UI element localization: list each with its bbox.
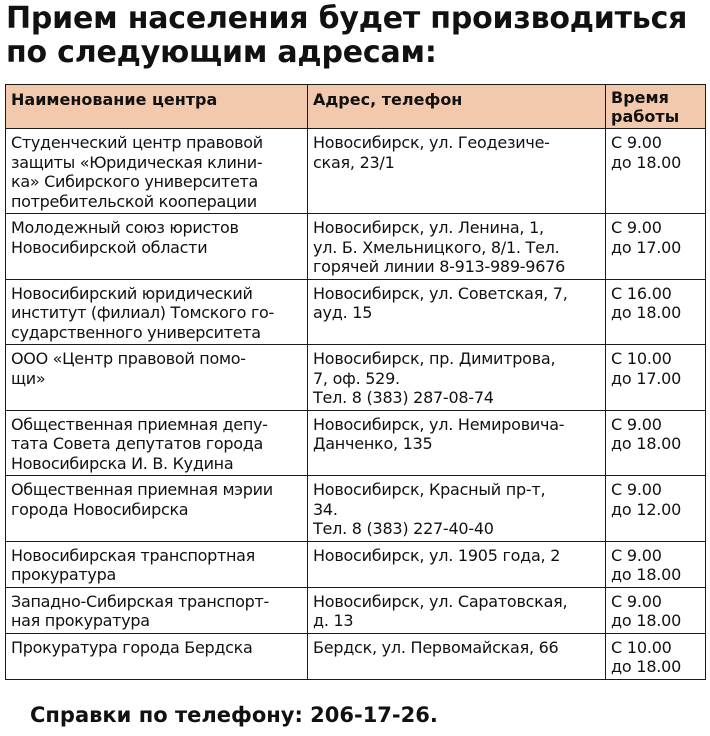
center-address-line: Новосибирск, ул. Геодезиче-	[313, 133, 550, 152]
center-name-line: Студенческий центр правовой	[11, 133, 263, 152]
table-row	[6, 476, 706, 542]
center-name-cell	[6, 541, 308, 587]
working-hours-cell	[606, 541, 706, 587]
working-hours-line: С 10.00	[611, 637, 672, 657]
working-hours-cell	[606, 587, 706, 633]
center-address-line: 7, оф. 529.	[313, 368, 400, 388]
center-name-cell	[6, 279, 308, 345]
center-name-line: Молодежный союз юристов	[11, 218, 239, 237]
working-hours-line: С 16.00	[611, 283, 672, 303]
center-address-cell	[308, 587, 606, 633]
working-hours-line: С 9.00	[611, 218, 662, 237]
table-row	[6, 633, 706, 679]
working-hours-line: до 17.00	[611, 368, 682, 388]
working-hours-cell	[606, 345, 706, 411]
working-hours-line: до 17.00	[611, 237, 682, 257]
center-name-line: потребительской кооперации	[11, 191, 257, 211]
center-address-line: ул. Б. Хмельницкого, 8/1. Тел.	[313, 237, 560, 257]
center-name-line: тата Совета депутатов города	[11, 434, 263, 453]
center-name-line: прокуратура	[11, 565, 116, 584]
center-address-cell	[308, 214, 606, 280]
centers-table	[5, 84, 706, 680]
reference-phone-note: Справки по телефону: 206-17-26.	[30, 703, 438, 727]
center-address-line: ауд. 15	[313, 303, 373, 322]
center-address-line: Тел. 8 (383) 227-40-40	[313, 519, 494, 538]
center-name-cell	[6, 214, 308, 280]
center-name-line: сударственного университета	[11, 322, 261, 342]
center-address-line: д. 13	[313, 611, 354, 630]
table-row	[6, 345, 706, 411]
center-address-cell	[308, 633, 606, 679]
working-hours-line: С 9.00	[611, 414, 662, 434]
center-address-line: Новосибирск, пр. Димитрова,	[313, 349, 556, 368]
center-name-line: ООО «Центр правовой помо-	[11, 349, 246, 368]
center-name-line: Прокуратура города Бердска	[11, 637, 253, 657]
table-body	[6, 129, 706, 680]
working-hours-cell	[606, 279, 706, 345]
center-name-line: города Новосибирска	[11, 499, 189, 519]
center-address-line: Бердск, ул. Первомайская, 66	[313, 637, 559, 657]
center-address-line: ская, 23/1	[313, 152, 395, 172]
working-hours-line: С 10.00	[611, 349, 672, 368]
center-name-cell	[6, 345, 308, 411]
page-title-line-2: по следующим адресам:	[6, 35, 437, 70]
working-hours-line: до 18.00	[611, 152, 682, 172]
working-hours-line: до 12.00	[611, 499, 682, 519]
center-name-line: Новосибирская транспортная	[11, 545, 255, 565]
center-name-line: Новосибирский юридический	[11, 283, 253, 303]
working-hours-line: до 18.00	[611, 434, 682, 453]
center-address-line: Новосибирск, ул. Саратовская,	[313, 591, 568, 611]
center-name-line: институт (филиал) Томского го-	[11, 303, 275, 322]
table-row	[6, 587, 706, 633]
center-name-line: щи»	[11, 368, 46, 388]
center-address-line: Новосибирск, ул. 1905 года, 2	[313, 545, 561, 565]
center-name-cell	[6, 633, 308, 679]
working-hours-line: до 18.00	[611, 611, 682, 630]
center-address-cell	[308, 345, 606, 411]
column-header-time-line-2: работы	[611, 107, 680, 126]
table-header-row	[6, 85, 706, 129]
table-row	[6, 214, 706, 280]
center-name-line: Общественная приемная депу-	[11, 414, 268, 434]
center-address-line: 34.	[313, 499, 338, 519]
page-title-line-1: Прием населения будет производиться	[6, 1, 688, 36]
column-header-time	[606, 85, 706, 129]
working-hours-cell	[606, 214, 706, 280]
center-address-line: Тел. 8 (383) 287-08-74	[313, 388, 494, 407]
working-hours-line: С 9.00	[611, 480, 662, 499]
center-name-line: Общественная приемная мэрии	[11, 480, 273, 499]
center-address-line: Новосибирск, ул. Ленина, 1,	[313, 218, 544, 237]
page-title	[6, 2, 706, 70]
center-name-line: ка» Сибирского университета	[11, 172, 259, 191]
center-name-cell	[6, 129, 308, 214]
working-hours-line: С 9.00	[611, 545, 662, 565]
center-name-line: Новосибирска И. В. Кудина	[11, 453, 234, 473]
center-name-cell	[6, 410, 308, 476]
center-address-cell	[308, 476, 606, 542]
center-address-cell	[308, 129, 606, 214]
center-address-line: Новосибирск, ул. Немировича-	[313, 414, 565, 434]
column-header-time-line-1: Время	[611, 88, 669, 107]
center-name-line: Западно-Сибирская транспорт-	[11, 591, 270, 611]
table-row	[6, 541, 706, 587]
working-hours-cell	[606, 410, 706, 476]
center-name-cell	[6, 476, 308, 542]
center-address-line: горячей линии 8-913-989-9676	[313, 257, 566, 276]
working-hours-line: С 9.00	[611, 591, 662, 611]
center-address-line: Новосибирск, ул. Советская, 7,	[313, 283, 568, 303]
center-address-cell	[308, 279, 606, 345]
working-hours-cell	[606, 476, 706, 542]
center-name-line: Новосибирской области	[11, 237, 208, 257]
working-hours-line: С 9.00	[611, 133, 662, 152]
center-name-line: защиты «Юридическая клини-	[11, 152, 263, 172]
table-row	[6, 279, 706, 345]
center-address-line: Новосибирск, Красный пр-т,	[313, 480, 546, 499]
center-name-cell	[6, 587, 308, 633]
center-address-line: Данченко, 135	[313, 434, 433, 453]
center-address-cell	[308, 410, 606, 476]
working-hours-line: до 18.00	[611, 303, 682, 322]
working-hours-cell	[606, 633, 706, 679]
working-hours-line: до 18.00	[611, 565, 682, 584]
working-hours-cell	[606, 129, 706, 214]
working-hours-line: до 18.00	[611, 657, 682, 676]
center-name-line: ная прокуратура	[11, 611, 150, 630]
column-header-name: Наименование центра	[6, 85, 308, 129]
column-header-address: Адрес, телефон	[308, 85, 606, 129]
center-address-cell	[308, 541, 606, 587]
table-row	[6, 129, 706, 214]
table-row	[6, 410, 706, 476]
